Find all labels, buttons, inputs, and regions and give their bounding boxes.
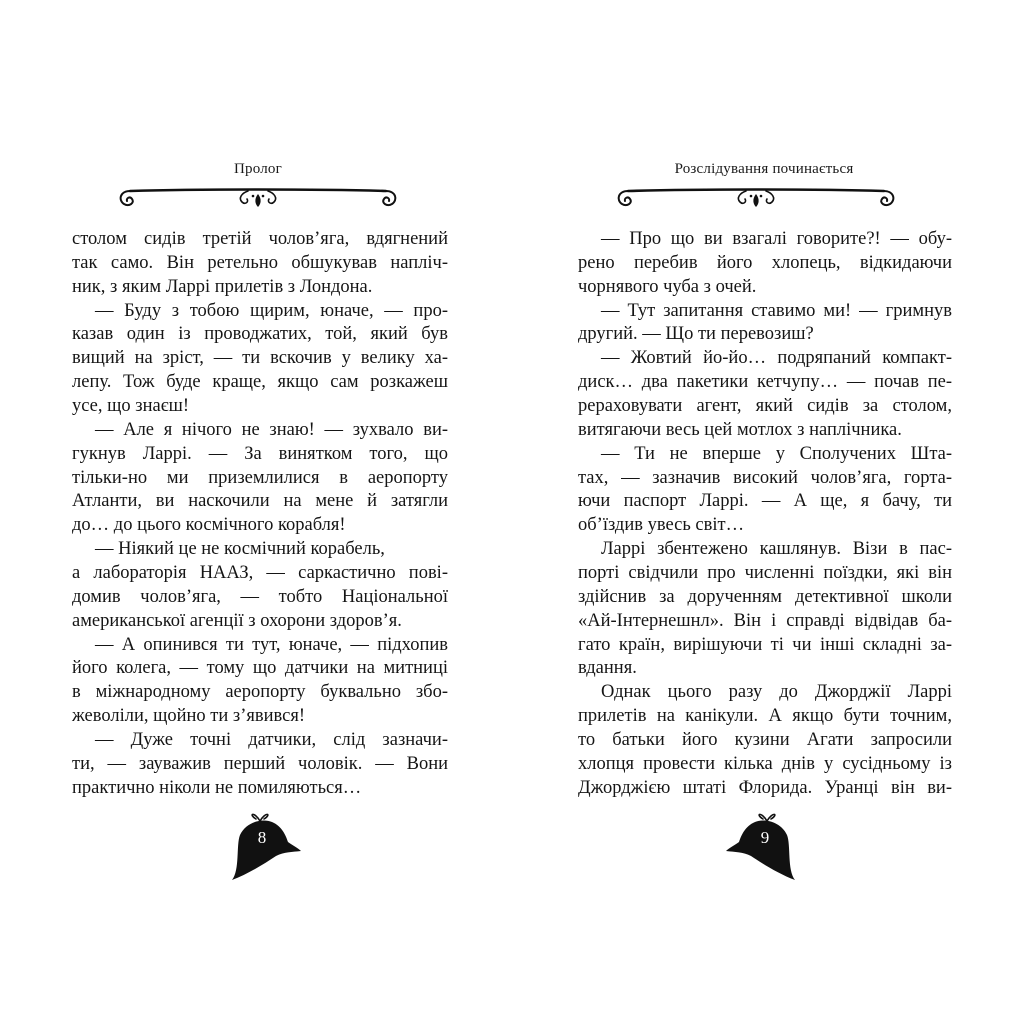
text-line: вищий на зріст, — ти вскочив у велику ха-	[72, 348, 448, 369]
page-number: 9	[760, 828, 770, 847]
paragraph	[72, 228, 448, 300]
text-line: американської агенції з охорони здоровʼя.	[72, 610, 402, 631]
text-line: прилетів на канікули. А якщо бути точним,	[578, 706, 952, 727]
text-line: так само. Він ретельно обшукував напліч-	[72, 252, 448, 273]
text-line: столом сидів третій чоловʼяга, вдягнений	[72, 229, 448, 249]
paragraph	[578, 300, 952, 348]
ornamental-divider-icon	[116, 186, 400, 212]
text-line: домив чоловʼяга, — тобто Національної	[72, 586, 448, 607]
text-line: тільки-но ми приземлилися в аеропорту	[72, 467, 448, 488]
paragraph	[72, 300, 448, 419]
text-line: — Ніякий це не космічний корабель,	[95, 539, 385, 560]
text-line: ти, — зауважив перший чоловік. — Вони	[72, 753, 448, 774]
text-line: Джорджією штаті Флорида. Уранці він ви-	[578, 777, 952, 798]
text-line: то батьки його кузини Агати запросили	[578, 730, 952, 751]
text-line: гукнув Ларрі. — За винятком того, що	[72, 443, 448, 464]
text-line: тах, — зазначив високий чоловʼяга, горта-	[578, 467, 952, 488]
text-line: до… до цього космічного корабля!	[72, 515, 346, 536]
text-line: — Дуже точні датчики, слід зазначи-	[95, 730, 448, 751]
body-text	[72, 228, 448, 801]
deerstalker-hat-icon	[226, 808, 306, 888]
text-line: — Жовтий йо-йо… подряпаний компакт-	[601, 348, 952, 369]
paragraph	[578, 538, 952, 681]
text-line: — Буду з тобою щирим, юначе, — про-	[95, 300, 448, 321]
text-line: ючи паспорт Ларрі. — А ще, я бачу, ти	[578, 491, 952, 512]
text-line: — Але я нічого не знаю! — зухвало ви-	[95, 419, 448, 440]
paragraph	[578, 228, 952, 300]
text-line: хлопця провести кілька днів у сусідньому із	[578, 753, 952, 774]
paragraph	[72, 538, 448, 633]
running-head: Пролог	[234, 161, 282, 177]
text-line: диск… два пакетики кетчупу… — почав пе-	[578, 372, 952, 393]
text-line: — А опинився ти тут, юначе, — підхопив	[95, 634, 448, 655]
deerstalker-hat-icon	[721, 808, 801, 888]
text-line: чорнявого чуба з очей.	[578, 276, 757, 297]
text-line: «Ай-Інтернешнл». Він і справді відвідав ба-	[578, 610, 952, 631]
text-line: його колега, — тому що датчики на митниці	[72, 658, 448, 679]
text-line: здійснив за дорученням детективної школи	[578, 586, 952, 607]
page-number-badge	[721, 808, 801, 888]
text-line: порті свідчили про численні поїздки, які він	[578, 563, 952, 584]
page-number: 8	[257, 828, 267, 847]
paragraph	[72, 729, 448, 801]
text-line: вдання.	[578, 658, 637, 679]
page-number-badge	[226, 808, 306, 888]
text-line: витягаючи весь цей мотлох з наплічника.	[578, 419, 902, 440]
running-head: Розслідування починається	[674, 161, 854, 177]
text-line: — Ти не вперше у Сполучених Шта-	[601, 443, 952, 464]
text-line: другий. — Що ти перевозиш?	[578, 324, 814, 345]
text-line: гато країн, вирішуючи ті чи інші складні за-	[578, 634, 952, 655]
right-page	[512, 0, 1024, 1024]
text-line: усе, що знаєш!	[72, 396, 190, 417]
text-line: Ларрі збентежено кашлянув. Візи в пас-	[601, 539, 952, 560]
text-line: ник, з яким Ларрі прилетів з Лондона.	[72, 276, 373, 297]
text-line: Атланти, ви наскочили на мене й затягли	[72, 491, 448, 512]
text-line: рераховувати агент, який сидів за столом,	[578, 396, 952, 417]
text-line: жеволіли, щойно ти зʼявився!	[72, 706, 306, 727]
text-line: — Про що ви взагалі говорите?! — обу-	[601, 229, 952, 249]
text-line: а лабораторія НААЗ, — саркастично пові-	[72, 563, 448, 584]
text-line: обʼїздив увесь світ…	[578, 515, 745, 536]
text-line: практично ніколи не помиляються…	[72, 777, 362, 798]
body-text	[578, 228, 952, 801]
paragraph	[578, 681, 952, 800]
paragraph	[72, 419, 448, 538]
text-line: казав один із проводжатих, той, який був	[72, 324, 448, 345]
paragraph	[72, 634, 448, 729]
paragraph	[578, 347, 952, 442]
ornamental-divider-icon	[614, 186, 898, 212]
text-line: Однак цього разу до Джорджії Ларрі	[601, 682, 952, 703]
text-line: рено перебив його хлопець, відкидаючи	[578, 252, 952, 273]
text-line: в міжнародному аеропорту буквально збо-	[72, 682, 448, 703]
paragraph	[578, 443, 952, 538]
text-line: лепу. Тож буде краще, якщо сам розкажеш	[72, 372, 448, 393]
text-line: — Тут запитання ставимо ми! — гримнув	[601, 300, 952, 321]
